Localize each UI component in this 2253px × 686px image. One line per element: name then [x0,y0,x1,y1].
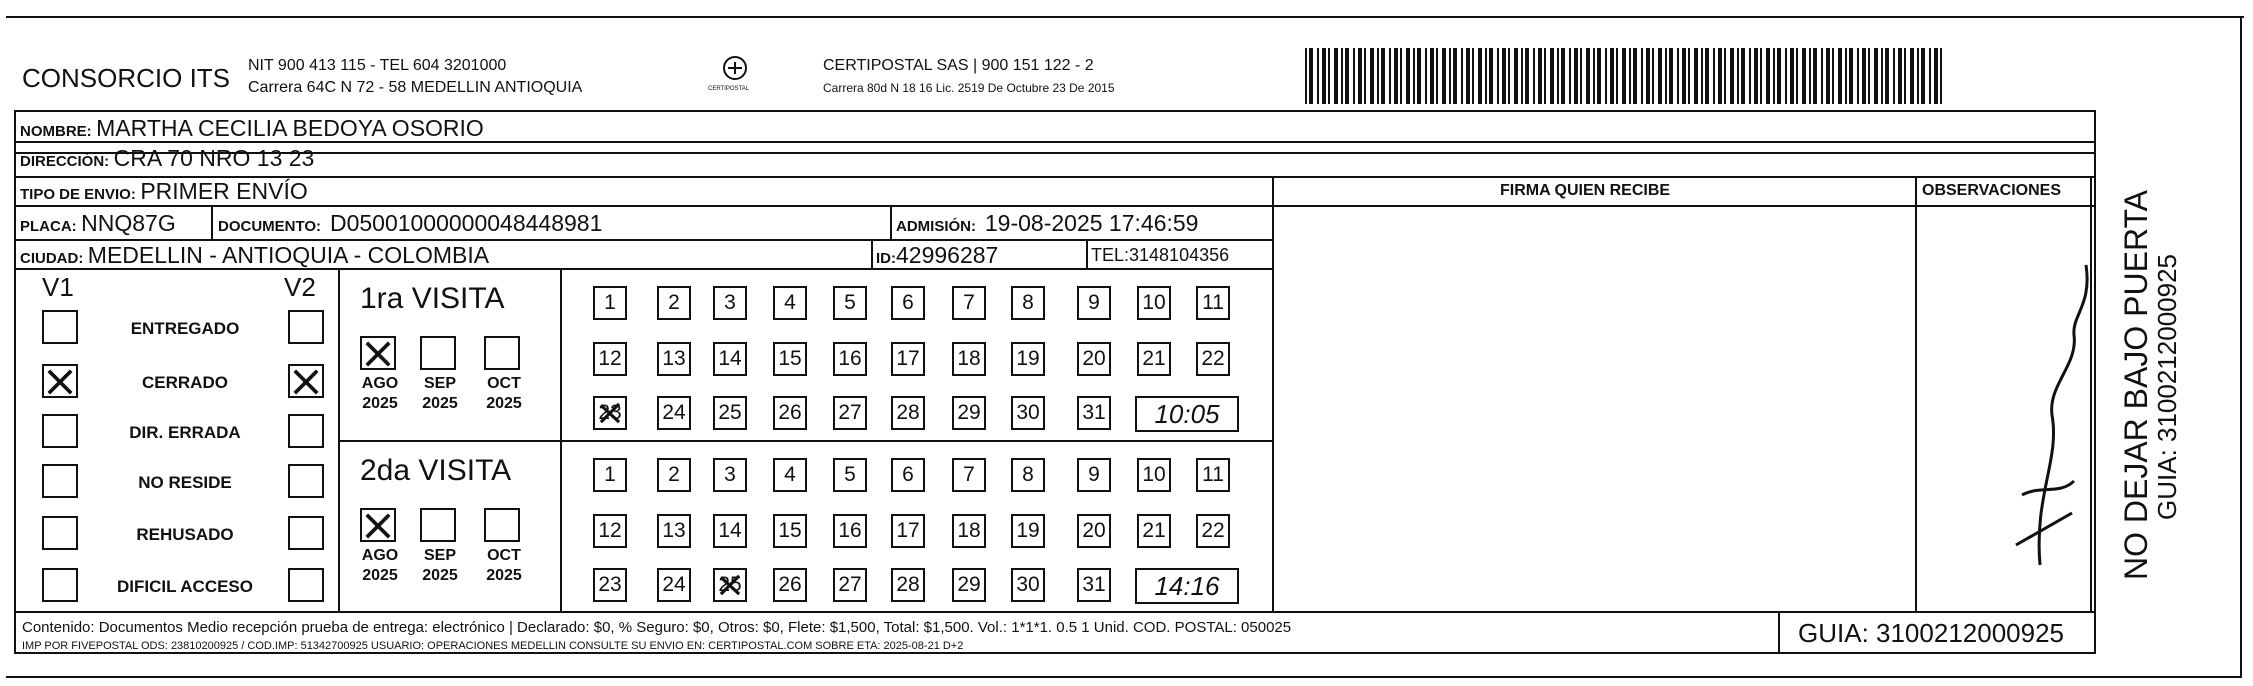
day-box[interactable]: 31 [1077,396,1111,430]
month-checkbox[interactable] [360,336,396,370]
day-box[interactable]: 4 [773,286,807,320]
day-box[interactable]: 6 [891,458,925,492]
day-box[interactable]: 10 [1137,458,1171,492]
day-box[interactable]: 1 [593,458,627,492]
day-box[interactable]: 16 [833,514,867,548]
form-bottom-border [6,676,2242,678]
visit-title: 1ra VISITA [360,282,505,315]
day-box[interactable]: 10 [1137,286,1171,320]
direccion-field: DIRECCIÓN: CRA 70 NRO 13 23 [20,145,315,171]
day-box[interactable]: 2 [657,286,691,320]
day-box[interactable]: 8 [1011,458,1045,492]
month-label: SEP [423,375,456,392]
day-box[interactable]: 31 [1077,568,1111,602]
footer-guia: GUIA: 3100212000925 [1798,618,2064,648]
month-label: AGO [361,547,399,564]
v2-checkbox[interactable] [288,414,324,448]
courier-line-1: CERTIPOSTAL SAS | 900 151 122 - 2 [823,57,1094,74]
visit-time-box[interactable]: 14:16 [1135,568,1239,604]
day-box[interactable]: 8 [1011,286,1045,320]
day-box[interactable]: 30 [1011,568,1045,602]
v1-checkbox[interactable] [42,414,78,448]
courier-line-2: Carrera 80d N 18 16 Lic. 2519 De Octubre 23 De 2015 [823,81,1115,95]
day-box[interactable]: 18 [952,514,986,548]
v1-checkbox[interactable] [42,310,78,344]
day-box[interactable]: 9 [1077,286,1111,320]
day-box[interactable]: 15 [773,342,807,376]
company-line-1: NIT 900 413 115 - TEL 604 3201000 [248,57,507,74]
day-box[interactable]: 7 [952,286,986,320]
v2-checkbox[interactable] [288,516,324,550]
day-box[interactable]: 3 [713,458,747,492]
grid-line [14,141,2096,143]
v2-checkbox[interactable] [288,364,324,398]
day-box[interactable]: 7 [952,458,986,492]
day-box[interactable]: 22 [1196,514,1230,548]
day-box[interactable]: 20 [1077,342,1111,376]
visit-title: 2da VISITA [360,454,512,487]
day-box[interactable]: 28 [891,568,925,602]
visit-time-box[interactable]: 10:05 [1135,396,1239,432]
status-label: ENTREGADO [130,319,240,338]
id-field: ID:42996287 [876,242,999,268]
grid-line [14,110,16,653]
month-label: OCT [487,547,521,564]
day-box[interactable]: 24 [657,396,691,430]
v1-checkbox[interactable] [42,464,78,498]
day-box[interactable]: 25 [713,396,747,430]
day-box[interactable]: 11 [1196,458,1230,492]
tipo-envio-field: TIPO DE ENVIO: PRIMER ENVÍO [20,178,308,204]
month-year: 2025 [362,567,398,584]
day-box[interactable]: 19 [1011,342,1045,376]
form-right-border [2240,16,2242,678]
certipostal-logo: CERTIPOSTAL [700,54,770,98]
documento-field: DOCUMENTO: D05001000000048448981 [218,210,603,236]
observaciones-header: OBSERVACIONES [1922,182,2061,199]
barcode [1305,48,1945,104]
company-line-2: Carrera 64C N 72 - 58 MEDELLIN ANTIOQUIA [248,79,583,96]
day-box[interactable]: 26 [773,396,807,430]
v1-checkbox[interactable] [42,516,78,550]
month-year: 2025 [486,567,522,584]
day-box[interactable]: 13 [657,514,691,548]
day-box[interactable]: 2 [657,458,691,492]
v2-checkbox[interactable] [288,568,324,602]
month-year: 2025 [422,567,458,584]
day-box[interactable]: 29 [952,568,986,602]
day-box[interactable]: 29 [952,396,986,430]
grid-line [1272,205,2096,207]
day-box[interactable]: 21 [1137,514,1171,548]
grid-line [14,239,1274,241]
v1-checkbox[interactable] [42,568,78,602]
day-box[interactable]: 5 [833,458,867,492]
placa-field: PLACA: NNQ87G [20,210,176,236]
firma-header: FIRMA QUIEN RECIBE [1500,182,1671,199]
v2-checkbox[interactable] [288,464,324,498]
v1-checkbox[interactable] [42,364,78,398]
day-box[interactable]: 14 [713,514,747,548]
status-label: DIR. ERRADA [129,423,241,442]
day-box[interactable]: 17 [891,514,925,548]
month-label: AGO [361,375,399,392]
day-box[interactable]: 4 [773,458,807,492]
day-box[interactable]: 16 [833,342,867,376]
grid-line [1086,239,1088,269]
day-box[interactable]: 11 [1196,286,1230,320]
company-name: CONSORCIO ITS [22,63,231,93]
day-box[interactable]: 14 [713,342,747,376]
day-box[interactable]: 12 [593,342,627,376]
grid-line [1915,176,1917,612]
no-dejar-text: NO DEJAR BAJO PUERTA [2118,190,2154,580]
v2-label: V2 [284,272,316,302]
day-box[interactable]: 20 [1077,514,1111,548]
v1-label: V1 [42,272,74,302]
day-box[interactable]: 1 [593,286,627,320]
day-box[interactable]: 23 [593,568,627,602]
tel-field: TEL:3148104356 [1091,245,1230,265]
month-year: 2025 [422,395,458,412]
status-label: NO RESIDE [138,473,232,492]
day-box[interactable]: 24 [657,568,691,602]
observaciones-signature [2000,245,2110,575]
day-box[interactable]: 23 [593,396,627,430]
month-checkbox[interactable] [420,336,456,370]
month-label: SEP [423,547,456,564]
month-checkbox[interactable] [420,508,456,542]
day-box[interactable]: 15 [773,514,807,548]
form-top-border [6,16,2244,18]
day-box[interactable]: 21 [1137,342,1171,376]
month-checkbox[interactable] [484,508,520,542]
day-box[interactable]: 12 [593,514,627,548]
day-box[interactable]: 30 [1011,396,1045,430]
month-year: 2025 [486,395,522,412]
grid-line [211,207,213,240]
grid-line [14,268,1274,270]
month-checkbox[interactable] [360,508,396,542]
day-box[interactable]: 18 [952,342,986,376]
ciudad-field: CIUDAD: MEDELLIN - ANTIOQUIA - COLOMBIA [20,242,490,268]
nombre-field: NOMBRE: MARTHA CECILIA BEDOYA OSORIO [20,115,484,141]
footer-content-line: Contenido: Documentos Medio recepción prueba de entrega: electrónico | Declarado: $0, % Seguro: $0, Otros: $0, Flete: $1,500, Total: $1,500. Vol.: 1*1*1. 0.5 1 Unid. COD. POSTAL: 050025 [22,619,1292,636]
status-label: CERRADO [142,373,228,392]
side-guia: GUIA: 3100212000925 [2152,254,2182,520]
grid-line [14,176,2096,178]
grid-line [1778,611,1780,653]
day-box[interactable]: 19 [1011,514,1045,548]
grid-line [14,652,2096,654]
footer-print-line: IMP POR FIVEPOSTAL ODS: 23810200925 / COD.IMP: 51342700925 USUARIO: OPERACIONES MEDELLIN CONSULTE SU ENVIO EN: CERTIPOSTAL.COM SOBRE ETA: 2025-08-21 D+2 [22,640,964,652]
grid-line [1272,176,1274,612]
day-box[interactable]: 28 [891,396,925,430]
month-year: 2025 [362,395,398,412]
grid-line [14,152,2096,154]
day-box[interactable]: 6 [891,286,925,320]
day-box[interactable]: 27 [833,396,867,430]
grid-line [338,440,1274,442]
day-box[interactable]: 3 [713,286,747,320]
day-box[interactable]: 27 [833,568,867,602]
day-box[interactable]: 25 [713,568,747,602]
grid-line [14,110,2096,112]
day-box[interactable]: 22 [1196,342,1230,376]
v2-checkbox[interactable] [288,310,324,344]
day-box[interactable]: 17 [891,342,925,376]
status-label: DIFICIL ACCESO [116,577,253,596]
day-box[interactable]: 26 [773,568,807,602]
grid-line [871,239,873,269]
status-label: REHUSADO [136,525,234,544]
day-box[interactable]: 13 [657,342,691,376]
month-label: OCT [487,375,521,392]
day-box[interactable]: 5 [833,286,867,320]
day-box[interactable]: 9 [1077,458,1111,492]
grid-line [890,207,892,240]
grid-line [14,205,1274,207]
grid-line [14,611,2096,613]
month-checkbox[interactable] [484,336,520,370]
admision-field: ADMISIÓN: 19-08-2025 17:46:59 [896,210,1199,236]
